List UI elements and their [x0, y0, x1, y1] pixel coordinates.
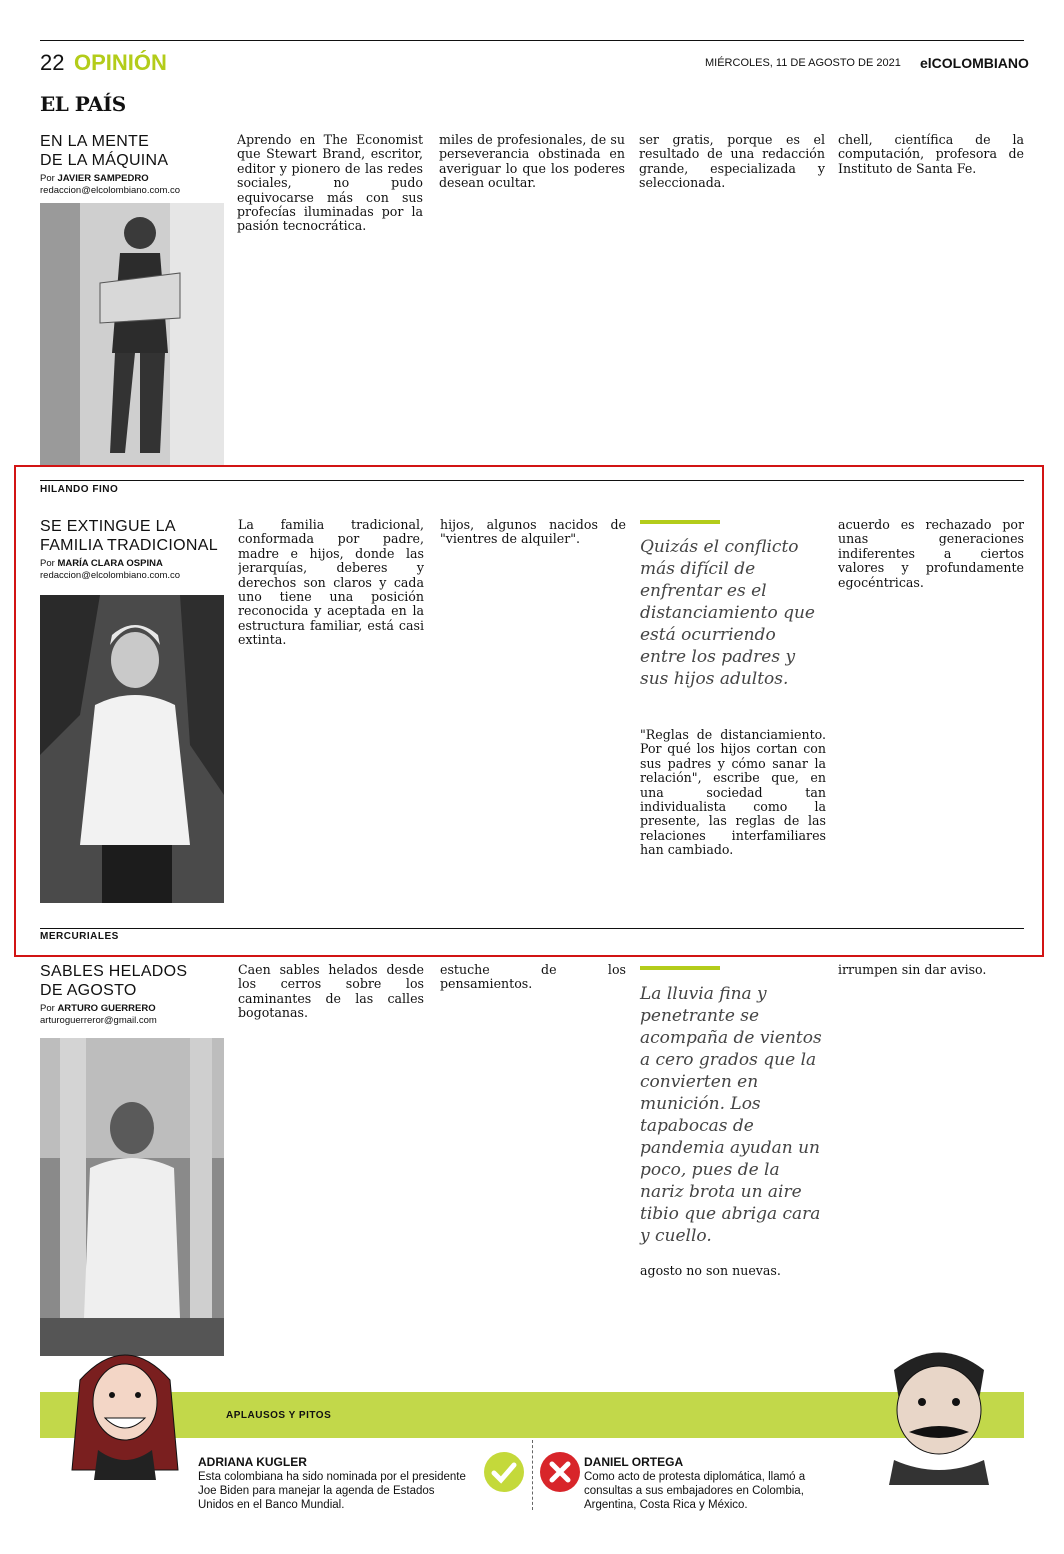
article3-col3: agosto no son nuevas.: [640, 1264, 781, 1278]
article2-pull-quote: Quizás el conflicto más difícil de enfrentar es el distanciamiento que está ocurriendo entre los padres y sus hijos adultos.: [640, 537, 815, 689]
article3-col2: estuche de los pensamientos.: [440, 963, 626, 992]
article2-col1: La familia tradicional, conformada por padre, madre e hijos, donde las jerarquías, deberes y derechos son claros y cada uno tiene una posición reconocida y aceptada en la estructura familiar, está casi extinta.: [238, 518, 424, 648]
right-person-name: DANIEL ORTEGA: [584, 1455, 684, 1469]
article2-col3: "Reglas de distanciamiento. Por qué los hijos cortan con sus padres y cómo sanar la relación", escribe que, en una sociedad tan individualista como la presente, las reglas de las relaciones interfamiliares han cambiado.: [640, 728, 826, 858]
right-person-text: Como acto de protesta diplomática, llamó a consultas a sus embajadores en Colombia, Argentina, Costa Rica y México.: [584, 1471, 806, 1511]
article1-byline: [40, 173, 180, 197]
article1-title: [40, 132, 168, 170]
newspaper-logo: elCOLOMBIANO: [920, 55, 1029, 71]
article2-col4: acuerdo es rechazado por unas generaciones indiferentes a ciertos valores y profundamente egocéntricas.: [838, 518, 1024, 590]
article3-section-label: MERCURIALES: [40, 931, 119, 942]
partner-logo: EL PAÍS: [40, 92, 126, 116]
article2-title-line1: SE EXTINGUE LA: [40, 518, 176, 535]
section-title: OPINIÓN: [74, 50, 167, 75]
article1-col2: miles de profesionales, de su perseverancia obstinada en averiguar lo que los poderes desean ocultar.: [439, 133, 625, 191]
article1-title-line1: EN LA MENTE: [40, 133, 150, 150]
article2-email: redaccion@elcolombiano.com.co: [40, 570, 181, 581]
article3-col1: Caen sables helados desde los cerros sobre los caminantes de las calles bogotanas.: [238, 963, 424, 1021]
caricature-right: [864, 1340, 1014, 1485]
byline-prefix: Por: [40, 1003, 55, 1014]
article3-byline: [40, 1003, 157, 1027]
divider: [532, 1440, 533, 1510]
highlight-frame: [14, 465, 1044, 957]
aplausos-label: APLAUSOS Y PITOS: [226, 1410, 332, 1421]
article1-col3: ser gratis, porque es el resultado de una redacción grande, especializada y seleccionada.: [639, 133, 825, 191]
byline-prefix: Por: [40, 173, 55, 184]
top-rule: [40, 40, 1024, 41]
article2-author: MARÍA CLARA OSPINA: [57, 558, 163, 569]
article3-email: arturoguerreror@gmail.com: [40, 1015, 157, 1026]
caricature-left: [60, 1340, 190, 1480]
author-portrait-illustration: [40, 1038, 224, 1356]
article1-email: redaccion@elcolombiano.com.co: [40, 185, 181, 196]
article1-col1: Aprendo en The Economist que Stewart Brand, escritor, editor y pionero de las redes sociales, no pudo equivocarse más con sus profecías iluminadas por la pasión tecnocrática.: [237, 133, 423, 234]
article2-title-line2: FAMILIA TRADICIONAL: [40, 537, 218, 554]
man-caricature-illustration: [864, 1340, 1014, 1485]
article3-title: [40, 962, 187, 1000]
article1-title-line2: DE LA MÁQUINA: [40, 152, 169, 169]
woman-caricature-illustration: [60, 1340, 190, 1480]
byline-prefix: Por: [40, 558, 55, 569]
article1-author: JAVIER SAMPEDRO: [57, 173, 149, 184]
article3-author: ARTURO GUERRERO: [57, 1003, 156, 1014]
article3-pull-quote: La lluvia fina y penetrante se acompaña de vientos a cero grados que la convierten en munición. Los tapabocas de pandemia ayudan un poco, pues de la nariz brota un aire tibio que abriga cara y cuello.: [640, 984, 822, 1246]
article3-col4: irrumpen sin dar aviso.: [838, 963, 987, 977]
left-person-name: ADRIANA KUGLER: [198, 1455, 307, 1469]
pull-quote-bar: [640, 966, 720, 970]
date-line: MIÉRCOLES, 11 DE AGOSTO DE 2021: [705, 57, 901, 69]
article3-photo: [40, 1038, 224, 1356]
article3-title-line1: SABLES HELADOS: [40, 963, 188, 980]
check-icon: [484, 1452, 524, 1492]
left-person-text: Esta colombiana ha sido nominada por el presidente Joe Biden para manejar la agenda de Estados Unidos en el Banco Mundial.: [198, 1471, 466, 1511]
cross-icon: [540, 1452, 580, 1492]
article2-col2: hijos, algunos nacidos de "vientres de alquiler".: [440, 518, 626, 547]
statue-photo-illustration: [40, 203, 224, 465]
article2-section-label: HILANDO FINO: [40, 484, 119, 495]
article1-photo: [40, 203, 224, 465]
article3-title-line2: DE AGOSTO: [40, 982, 137, 999]
article1-col4: chell, científica de la computación, profesora de Instituto de Santa Fe.: [838, 133, 1024, 176]
page-number: 22: [40, 50, 65, 75]
